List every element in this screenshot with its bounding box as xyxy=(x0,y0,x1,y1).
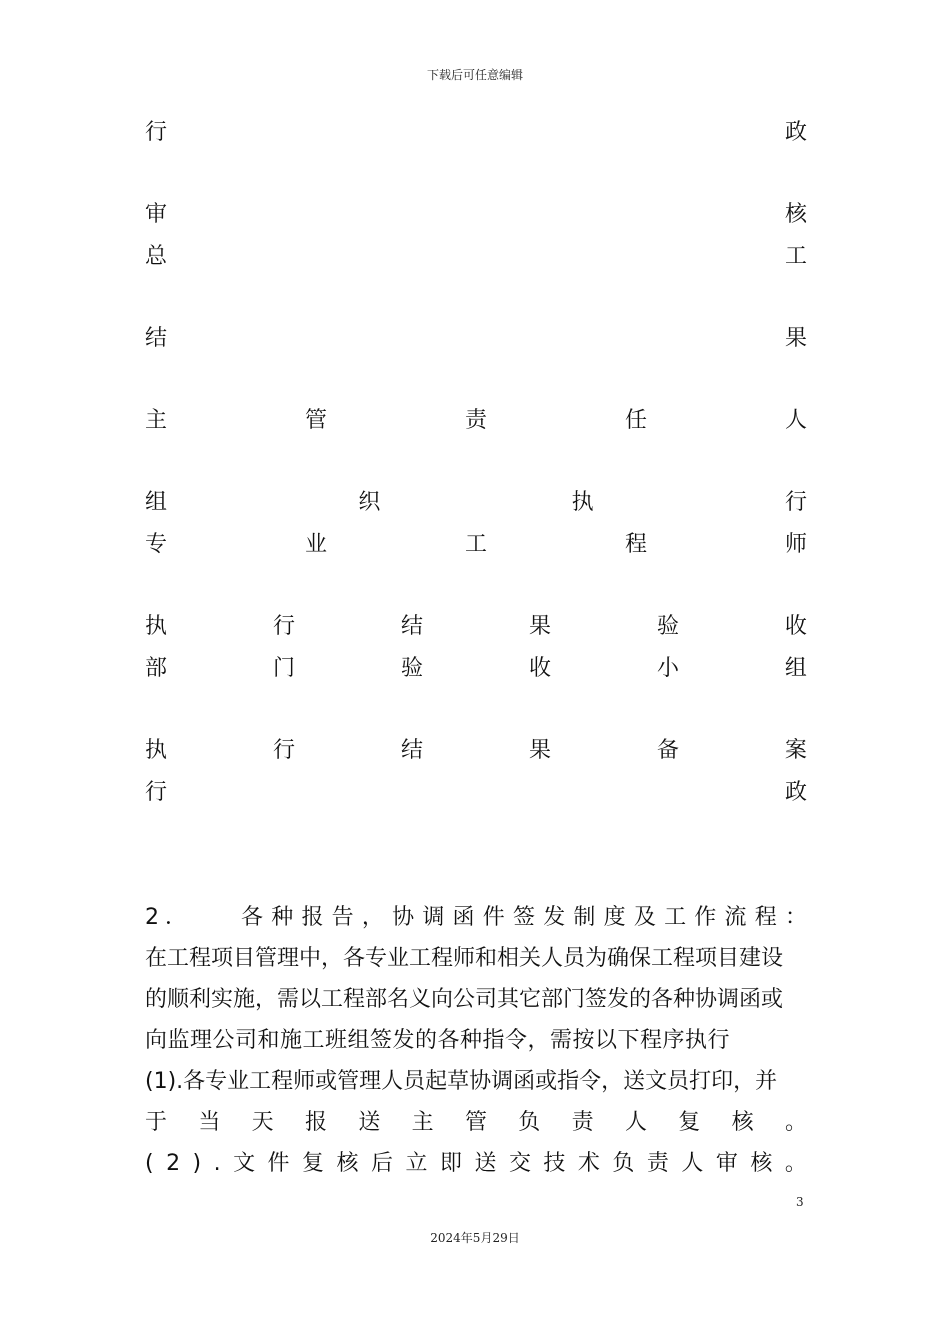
paragraph-line: (1).各专业工程师或管理人员起草协调函或指令，送文员打印，并 xyxy=(145,1069,778,1094)
flow-char: 结 xyxy=(400,614,423,639)
flow-char: 果 xyxy=(784,326,807,351)
flow-char: 收 xyxy=(784,614,807,639)
flow-char: 织 xyxy=(358,490,381,515)
paragraph-line: 的顺利实施，需以工程部名义向公司其它部门签发的各种协调函或 xyxy=(145,987,784,1012)
page-footer-date: 2024年5月29日 xyxy=(430,1231,520,1245)
flow-char: 行 xyxy=(145,120,168,145)
flow-char: 验 xyxy=(400,656,423,681)
flow-char: 师 xyxy=(784,532,807,557)
flow-char: 行 xyxy=(272,614,295,639)
flow-char: 验 xyxy=(656,614,679,639)
flow-row xyxy=(145,778,807,808)
flow-char: 组 xyxy=(145,490,168,515)
flow-char: 组 xyxy=(784,656,807,681)
flow-char: 结 xyxy=(145,326,168,351)
flow-char: 责 xyxy=(464,408,487,433)
flow-char: 执 xyxy=(145,738,168,763)
flow-char: 部 xyxy=(145,656,168,681)
flow-char: 人 xyxy=(784,408,807,433)
flow-row xyxy=(145,242,807,272)
flow-char: 总 xyxy=(145,244,168,269)
flow-row xyxy=(145,612,807,642)
flow-row xyxy=(145,530,807,560)
flow-char: 行 xyxy=(784,490,807,515)
paragraph-line: 向监理公司和施工班组签发的各种指令，需按以下程序执行 xyxy=(145,1028,731,1053)
paragraph-line-spread: 于 当 天 报 送 主 管 负 责 人 复 核 。 xyxy=(145,1110,807,1135)
flow-char: 果 xyxy=(528,614,551,639)
flow-row xyxy=(145,488,807,518)
flow-char: 任 xyxy=(624,408,647,433)
flow-row xyxy=(145,654,807,684)
flow-char: 案 xyxy=(784,738,807,763)
flow-char: 门 xyxy=(272,656,295,681)
flow-row xyxy=(145,406,807,436)
flow-char: 行 xyxy=(272,738,295,763)
flow-row xyxy=(145,736,807,766)
flow-char: 行 xyxy=(145,780,168,805)
page-header: 下载后可任意编辑 xyxy=(426,68,523,82)
flow-char: 程 xyxy=(624,532,647,557)
flow-char: 小 xyxy=(656,656,679,681)
flow-char: 主 xyxy=(145,408,168,433)
flow-char: 政 xyxy=(784,780,807,805)
flow-char: 管 xyxy=(304,408,327,433)
flow-row xyxy=(145,200,807,230)
flow-char: 收 xyxy=(528,656,551,681)
flow-char: 备 xyxy=(656,738,679,763)
paragraph-line: 在工程项目管理中，各专业工程师和相关人员为确保工程项目建设 xyxy=(145,946,784,971)
heading-number: 2． xyxy=(145,905,193,930)
flow-char: 执 xyxy=(145,614,168,639)
flow-char: 执 xyxy=(571,490,594,515)
paragraph-line-spread: ( 2 ) . 文 件 复 核 后 立 即 送 交 技 术 负 责 人 审 核 。 xyxy=(145,1151,807,1176)
flow-char: 工 xyxy=(464,532,487,557)
flow-char: 业 xyxy=(304,532,327,557)
flow-char: 专 xyxy=(145,532,168,557)
page-number: 3 xyxy=(796,1195,804,1209)
flow-char: 核 xyxy=(784,202,807,227)
heading-text: 各 种 报 告 ， 协 调 函 件 签 发 制 度 及 工 作 流 程 ： xyxy=(241,905,807,930)
flow-char: 工 xyxy=(784,244,807,269)
flow-char: 结 xyxy=(400,738,423,763)
flow-row xyxy=(145,118,807,148)
flow-char: 审 xyxy=(145,202,168,227)
flow-char: 果 xyxy=(528,738,551,763)
flow-row xyxy=(145,324,807,354)
section-heading xyxy=(145,897,807,938)
flow-char: 政 xyxy=(784,120,807,145)
section-2 xyxy=(145,897,807,1184)
